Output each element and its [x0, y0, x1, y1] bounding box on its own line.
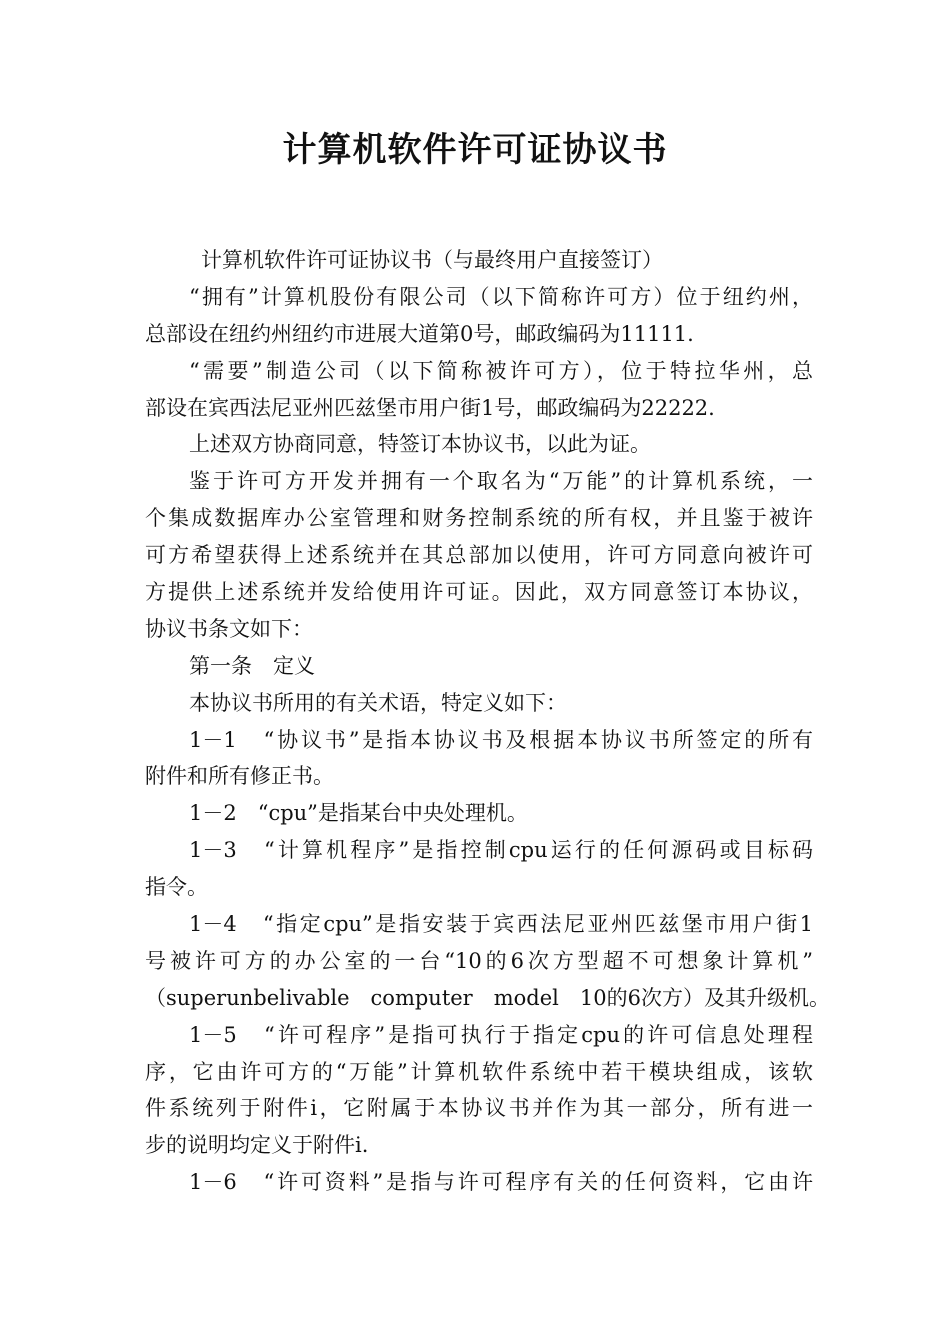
body-line: 第一条 定义 — [189, 653, 315, 678]
body-line: 1－6 “许可资料”是指与许可程序有关的任何资料，它由许 — [189, 1170, 813, 1195]
body-line: （superunbelivable computer model 10的6次方）及其升级机。 — [145, 985, 830, 1010]
body-line: 1－1 “协议书”是指本协议书及根据本协议书所签定的所有 — [189, 727, 813, 752]
document-body — [145, 242, 830, 1201]
body-line: 步的说明均定义于附件i. — [145, 1133, 369, 1158]
body-line: 方提供上述系统并发给使用许可证。因此，双方同意签订本协议， — [145, 580, 813, 605]
body-line: 1－3 “计算机程序”是指控制cpu运行的任何源码或目标码 — [189, 838, 813, 863]
body-line: “拥有”计算机股份有限公司（以下简称许可方）位于纽约州， — [189, 284, 813, 309]
document-title: 计算机软件许可证协议书 — [282, 130, 668, 170]
body-line: 可方希望获得上述系统并在其总部加以使用，许可方同意向被许可 — [145, 543, 813, 568]
body-line: “需要”制造公司（以下简称被许可方），位于特拉华州，总 — [189, 358, 813, 383]
body-line: 附件和所有修正书。 — [145, 764, 334, 789]
body-line: 部设在宾西法尼亚州匹兹堡市用户街1号，邮政编码为22222. — [145, 395, 715, 420]
body-line: 鉴于许可方开发并拥有一个取名为“万能”的计算机系统，一 — [189, 469, 813, 494]
body-line: 1－2 “cpu”是指某台中央处理机。 — [189, 801, 528, 826]
body-line: 协议书条文如下： — [145, 616, 313, 641]
body-line: 1－4 “指定cpu”是指安装于宾西法尼亚州匹兹堡市用户街1 — [189, 912, 813, 937]
body-line: 计算机软件许可证协议书（与最终用户直接签订） — [201, 248, 663, 272]
body-line: 1－5 “许可程序”是指可执行于指定cpu的许可信息处理程 — [189, 1022, 813, 1047]
body-line: 上述双方协商同意，特签订本协议书，以此为证。 — [189, 432, 651, 457]
body-line: 个集成数据库办公室管理和财务控制系统的所有权，并且鉴于被许 — [145, 506, 813, 531]
body-line: 件系统列于附件i，它附属于本协议书并作为其一部分，所有进一 — [145, 1096, 813, 1121]
body-line: 序，它由许可方的“万能”计算机软件系统中若干模块组成，该软 — [145, 1059, 813, 1084]
body-line: 指令。 — [145, 875, 208, 900]
body-line: 总部设在纽约州纽约市进展大道第0号，邮政编码为11111. — [145, 321, 694, 346]
body-line: 本协议书所用的有关术语，特定义如下： — [189, 690, 567, 715]
body-line: 号被许可方的办公室的一台“10的6次方型超不可想象计算机” — [145, 948, 813, 973]
